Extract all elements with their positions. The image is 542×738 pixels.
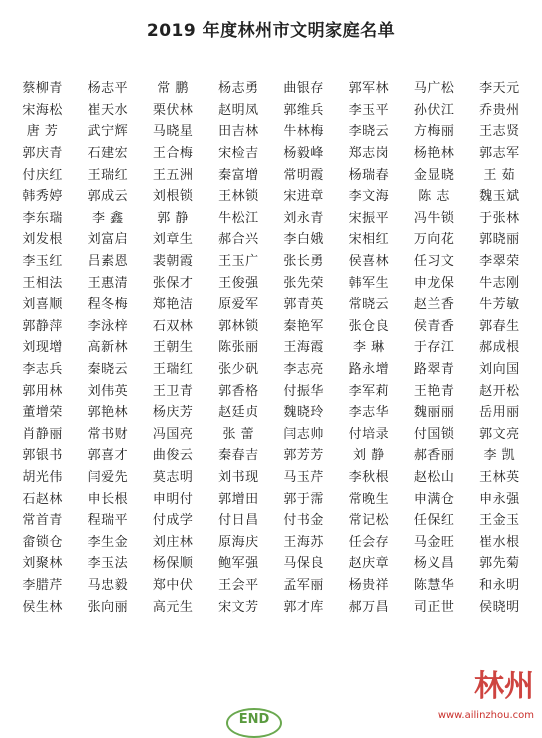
name-cell: 高新林 bbox=[87, 340, 129, 356]
name-cell: 岳用丽 bbox=[479, 405, 520, 421]
name-cell: 付振华 bbox=[283, 383, 324, 399]
name-cell: 付书金 bbox=[283, 513, 324, 529]
name-cell: 赵廷贞 bbox=[218, 405, 259, 421]
name-cell: 付日昌 bbox=[218, 513, 259, 529]
name-row bbox=[10, 443, 532, 465]
name-cell: 宋检吉 bbox=[218, 146, 259, 162]
name-row bbox=[10, 378, 532, 400]
name-row bbox=[10, 162, 532, 184]
name-cell: 李志华 bbox=[348, 405, 390, 421]
name-cell: 赵明凤 bbox=[218, 102, 259, 118]
name-row bbox=[10, 529, 532, 551]
name-cell: 原海庆 bbox=[218, 534, 259, 550]
name-cell: 路永增 bbox=[348, 362, 390, 378]
name-row bbox=[10, 422, 532, 444]
name-cell: 秦晓云 bbox=[87, 362, 129, 378]
name-cell: 王瑞红 bbox=[87, 167, 129, 183]
name-cell: 付成学 bbox=[152, 513, 194, 529]
name-cell: 刘伟英 bbox=[87, 383, 129, 399]
name-cell: 郑艳洁 bbox=[152, 297, 194, 313]
name-cell: 刘永青 bbox=[283, 210, 324, 226]
name-cell: 郭志军 bbox=[479, 146, 520, 162]
name-cell: 常明霞 bbox=[283, 167, 324, 183]
name-cell: 郭静萍 bbox=[22, 318, 63, 334]
name-cell: 郭维兵 bbox=[283, 102, 324, 118]
name-cell: 秦春吉 bbox=[218, 448, 259, 464]
name-cell: 郭晓丽 bbox=[479, 232, 520, 248]
name-cell: 程瑞平 bbox=[87, 513, 129, 529]
name-row bbox=[10, 292, 532, 314]
name-cell: 郭用林 bbox=[22, 383, 63, 399]
name-grid bbox=[10, 76, 532, 616]
name-cell: 刘向国 bbox=[479, 362, 520, 378]
page-title: 2019 年度林州市文明家庭名单 bbox=[146, 21, 396, 41]
name-cell: 付庆红 bbox=[22, 167, 63, 183]
name-cell: 张先荣 bbox=[283, 275, 324, 291]
name-cell: 宋相红 bbox=[348, 232, 390, 248]
name-cell: 张 蕾 bbox=[222, 426, 255, 442]
name-row bbox=[10, 357, 532, 379]
name-row bbox=[10, 573, 532, 595]
name-cell: 张保才 bbox=[152, 275, 194, 291]
name-cell: 杨贵祥 bbox=[348, 577, 390, 593]
end-label: END bbox=[238, 712, 270, 727]
name-cell: 刘聚林 bbox=[22, 556, 63, 572]
name-cell: 王玉广 bbox=[218, 254, 259, 270]
name-cell: 申满仓 bbox=[413, 491, 455, 507]
name-cell: 秦富增 bbox=[218, 167, 259, 183]
name-cell: 杨毅峰 bbox=[283, 146, 324, 162]
name-cell: 刘发根 bbox=[22, 232, 63, 248]
name-cell: 任保红 bbox=[413, 513, 455, 529]
name-cell: 侯晓明 bbox=[479, 599, 520, 615]
name-cell: 王 茹 bbox=[483, 167, 516, 183]
name-cell: 闫爱先 bbox=[87, 469, 129, 485]
name-cell: 李白娥 bbox=[283, 232, 324, 248]
name-cell: 王林英 bbox=[479, 469, 520, 485]
name-cell: 杨庆芳 bbox=[152, 405, 194, 421]
name-cell: 郭庆青 bbox=[22, 146, 63, 162]
name-cell: 马玉芹 bbox=[283, 469, 324, 485]
name-cell: 鲍军强 bbox=[218, 556, 259, 572]
name-cell: 方梅丽 bbox=[413, 124, 455, 140]
name-cell: 郭军林 bbox=[348, 81, 390, 97]
name-cell: 李泳梓 bbox=[87, 318, 129, 334]
name-cell: 赵松山 bbox=[413, 469, 455, 485]
name-cell: 李晓云 bbox=[348, 124, 390, 140]
name-row bbox=[10, 551, 532, 573]
name-cell: 李玉法 bbox=[87, 556, 129, 572]
name-cell: 吕素恩 bbox=[87, 254, 129, 270]
name-cell: 曲俊云 bbox=[152, 448, 194, 464]
name-cell: 赵兰香 bbox=[413, 297, 455, 313]
watermark bbox=[416, 661, 534, 721]
name-cell: 郭林锁 bbox=[218, 318, 259, 334]
name-row bbox=[10, 119, 532, 141]
name-cell: 牛芳敏 bbox=[479, 297, 520, 313]
name-cell: 武宁辉 bbox=[87, 124, 129, 140]
name-cell: 郭增田 bbox=[218, 491, 259, 507]
name-cell: 郝成根 bbox=[479, 340, 520, 356]
name-row bbox=[10, 335, 532, 357]
name-cell: 栗伏林 bbox=[152, 102, 194, 118]
name-cell: 张少矾 bbox=[218, 362, 259, 378]
name-cell: 王艳青 bbox=[413, 383, 455, 399]
name-cell: 王俊强 bbox=[218, 275, 259, 291]
name-cell: 郝香丽 bbox=[413, 448, 455, 464]
name-cell: 李东瑞 bbox=[22, 210, 63, 226]
name-cell: 郭于霈 bbox=[283, 491, 324, 507]
name-cell: 陈 志 bbox=[418, 189, 450, 205]
name-cell: 陈张丽 bbox=[218, 340, 259, 356]
name-cell: 冯牛锁 bbox=[413, 210, 455, 226]
name-cell: 李军莉 bbox=[348, 383, 390, 399]
name-row bbox=[10, 486, 532, 508]
name-cell: 郝万昌 bbox=[348, 599, 390, 615]
name-row bbox=[10, 508, 532, 530]
name-cell: 郭香格 bbox=[218, 383, 259, 399]
name-cell: 常书财 bbox=[87, 426, 129, 442]
name-cell: 马忠毅 bbox=[87, 577, 129, 593]
name-row bbox=[10, 206, 532, 228]
name-cell: 杨义昌 bbox=[413, 556, 455, 572]
name-cell: 刘现增 bbox=[22, 340, 63, 356]
name-cell: 宋文芳 bbox=[218, 599, 259, 615]
name-row bbox=[10, 270, 532, 292]
name-cell: 高元生 bbox=[152, 599, 194, 615]
name-cell: 司正世 bbox=[413, 599, 455, 615]
name-cell: 王金玉 bbox=[479, 513, 520, 529]
name-cell: 郭文亮 bbox=[479, 426, 520, 442]
name-cell: 王会平 bbox=[218, 577, 259, 593]
name-cell: 李志亮 bbox=[283, 362, 324, 378]
name-cell: 赵开松 bbox=[479, 383, 520, 399]
name-cell: 石双林 bbox=[152, 318, 194, 334]
name-cell: 李 鑫 bbox=[92, 210, 124, 226]
name-cell: 杨志勇 bbox=[218, 81, 259, 97]
name-cell: 付国锁 bbox=[413, 426, 455, 442]
name-cell: 王海苏 bbox=[283, 534, 324, 550]
name-cell: 牛林梅 bbox=[283, 124, 324, 140]
name-cell: 郭春生 bbox=[479, 318, 520, 334]
name-cell: 胡光伟 bbox=[22, 469, 63, 485]
name-cell: 马广松 bbox=[413, 81, 455, 97]
name-cell: 刘庄林 bbox=[152, 534, 194, 550]
name-cell: 冯国亮 bbox=[152, 426, 194, 442]
name-cell: 常 鹏 bbox=[157, 81, 189, 97]
name-cell: 任习文 bbox=[413, 254, 455, 270]
name-cell: 宋振平 bbox=[348, 210, 390, 226]
name-cell: 张长勇 bbox=[283, 254, 324, 270]
name-cell: 唐 芳 bbox=[26, 124, 59, 140]
name-cell: 郭芳芳 bbox=[283, 448, 324, 464]
name-cell: 王朝生 bbox=[152, 340, 194, 356]
name-cell: 郝合兴 bbox=[218, 232, 259, 248]
name-cell: 于存江 bbox=[413, 340, 455, 356]
name-cell: 裴朝霞 bbox=[152, 254, 194, 270]
name-cell: 崔天水 bbox=[87, 102, 129, 118]
name-cell: 刘 静 bbox=[353, 448, 385, 464]
name-cell: 和永明 bbox=[479, 577, 520, 593]
name-cell: 郭青英 bbox=[283, 297, 324, 313]
name-cell: 陈慧华 bbox=[413, 577, 455, 593]
name-cell: 郭艳林 bbox=[87, 405, 129, 421]
name-cell: 郭成云 bbox=[87, 189, 129, 205]
name-cell: 马金旺 bbox=[413, 534, 455, 550]
name-cell: 郭才库 bbox=[283, 599, 324, 615]
name-cell: 申永强 bbox=[479, 491, 520, 507]
name-row bbox=[10, 141, 532, 163]
name-cell: 魏玉斌 bbox=[479, 189, 520, 205]
name-cell: 申明付 bbox=[152, 491, 194, 507]
name-cell: 王合梅 bbox=[152, 146, 194, 162]
name-cell: 畲锁仓 bbox=[22, 534, 63, 550]
name-cell: 常记松 bbox=[348, 513, 390, 529]
name-cell: 宋海松 bbox=[22, 102, 63, 118]
name-cell: 郑志岗 bbox=[348, 146, 390, 162]
name-cell: 常晚生 bbox=[348, 491, 390, 507]
name-cell: 刘富启 bbox=[87, 232, 129, 248]
name-cell: 王惠清 bbox=[87, 275, 129, 291]
name-row bbox=[10, 314, 532, 336]
name-cell: 魏丽丽 bbox=[413, 405, 455, 421]
name-cell: 任会存 bbox=[348, 534, 390, 550]
name-cell: 魏晓玲 bbox=[283, 405, 324, 421]
name-cell: 莫志明 bbox=[152, 469, 194, 485]
name-cell: 刘喜顺 bbox=[22, 297, 63, 313]
name-cell: 张向丽 bbox=[87, 599, 129, 615]
name-cell: 万向花 bbox=[413, 232, 455, 248]
name-cell: 郭银书 bbox=[22, 448, 63, 464]
name-cell: 李志兵 bbox=[22, 362, 63, 378]
name-cell: 郭 静 bbox=[157, 210, 189, 226]
name-cell: 侯生林 bbox=[22, 599, 63, 615]
name-cell: 金显晓 bbox=[413, 167, 455, 183]
name-cell: 杨保顺 bbox=[152, 556, 194, 572]
name-cell: 牛志刚 bbox=[479, 275, 520, 291]
name-cell: 李天元 bbox=[479, 81, 520, 97]
name-cell: 王志贤 bbox=[479, 124, 520, 140]
name-cell: 李秋根 bbox=[348, 469, 390, 485]
name-cell: 石建宏 bbox=[87, 146, 129, 162]
name-cell: 刘章生 bbox=[152, 232, 194, 248]
name-row bbox=[10, 76, 532, 98]
name-cell: 李玉平 bbox=[348, 102, 390, 118]
name-cell: 肖静丽 bbox=[22, 426, 63, 442]
name-cell: 申长根 bbox=[87, 491, 129, 507]
name-cell: 李翠荣 bbox=[479, 254, 520, 270]
name-row bbox=[10, 400, 532, 422]
name-cell: 曲银存 bbox=[283, 81, 324, 97]
name-cell: 刘书现 bbox=[218, 469, 259, 485]
name-cell: 王海霞 bbox=[283, 340, 324, 356]
name-cell: 付培录 bbox=[348, 426, 390, 442]
name-cell: 孙伏江 bbox=[413, 102, 455, 118]
name-cell: 侯青香 bbox=[413, 318, 455, 334]
name-cell: 程冬梅 bbox=[87, 297, 129, 313]
name-row bbox=[10, 594, 532, 616]
name-cell: 韩军生 bbox=[348, 275, 390, 291]
name-cell: 王瑞红 bbox=[152, 362, 194, 378]
name-cell: 王五洲 bbox=[152, 167, 194, 183]
name-cell: 路翠青 bbox=[413, 362, 455, 378]
name-cell: 闫志帅 bbox=[283, 426, 324, 442]
name-cell: 孟军丽 bbox=[283, 577, 324, 593]
name-cell: 常晓云 bbox=[348, 297, 390, 313]
name-cell: 石赵林 bbox=[22, 491, 63, 507]
name-row bbox=[10, 184, 532, 206]
name-cell: 刘根锁 bbox=[152, 189, 194, 205]
watermark-logo: 林州 bbox=[474, 669, 534, 704]
name-cell: 马晓星 bbox=[152, 124, 194, 140]
name-cell: 李文海 bbox=[348, 189, 390, 205]
name-cell: 张仓良 bbox=[348, 318, 390, 334]
name-cell: 李玉红 bbox=[22, 254, 63, 270]
name-row bbox=[10, 465, 532, 487]
name-cell: 牛松江 bbox=[218, 210, 259, 226]
name-cell: 原爱军 bbox=[218, 297, 259, 313]
name-cell: 崔水根 bbox=[479, 534, 520, 550]
name-cell: 乔贵州 bbox=[479, 102, 520, 118]
name-cell: 赵庆章 bbox=[348, 556, 390, 572]
name-cell: 李 凯 bbox=[483, 448, 516, 464]
name-cell: 杨瑞春 bbox=[348, 167, 390, 183]
name-cell: 申龙保 bbox=[413, 275, 455, 291]
name-cell: 李生金 bbox=[87, 534, 129, 550]
name-cell: 宋进章 bbox=[283, 189, 324, 205]
name-cell: 侯喜林 bbox=[348, 254, 390, 270]
name-cell: 蔡柳青 bbox=[22, 81, 63, 97]
name-cell: 郑中伏 bbox=[152, 577, 194, 593]
name-cell: 王卫青 bbox=[152, 383, 194, 399]
name-cell: 郭先菊 bbox=[479, 556, 520, 572]
name-row bbox=[10, 98, 532, 120]
name-cell: 杨志平 bbox=[87, 81, 129, 97]
name-cell: 李腊芹 bbox=[22, 577, 63, 593]
watermark-url: www.ailinzhou.com bbox=[437, 710, 534, 721]
name-cell: 杨艳林 bbox=[413, 146, 455, 162]
name-cell: 郭喜才 bbox=[87, 448, 129, 464]
name-row bbox=[10, 249, 532, 271]
name-cell: 马保良 bbox=[283, 556, 324, 572]
name-row bbox=[10, 227, 532, 249]
name-cell: 李 琳 bbox=[353, 340, 385, 356]
name-cell: 韩秀婷 bbox=[22, 189, 63, 205]
name-cell: 常首青 bbox=[22, 513, 63, 529]
name-cell: 田吉林 bbox=[218, 124, 259, 140]
name-cell: 王相法 bbox=[22, 275, 63, 291]
name-cell: 王林锁 bbox=[218, 189, 259, 205]
name-cell: 于张林 bbox=[479, 210, 520, 226]
name-cell: 董增荣 bbox=[22, 405, 63, 421]
name-cell: 秦艳军 bbox=[283, 318, 324, 334]
